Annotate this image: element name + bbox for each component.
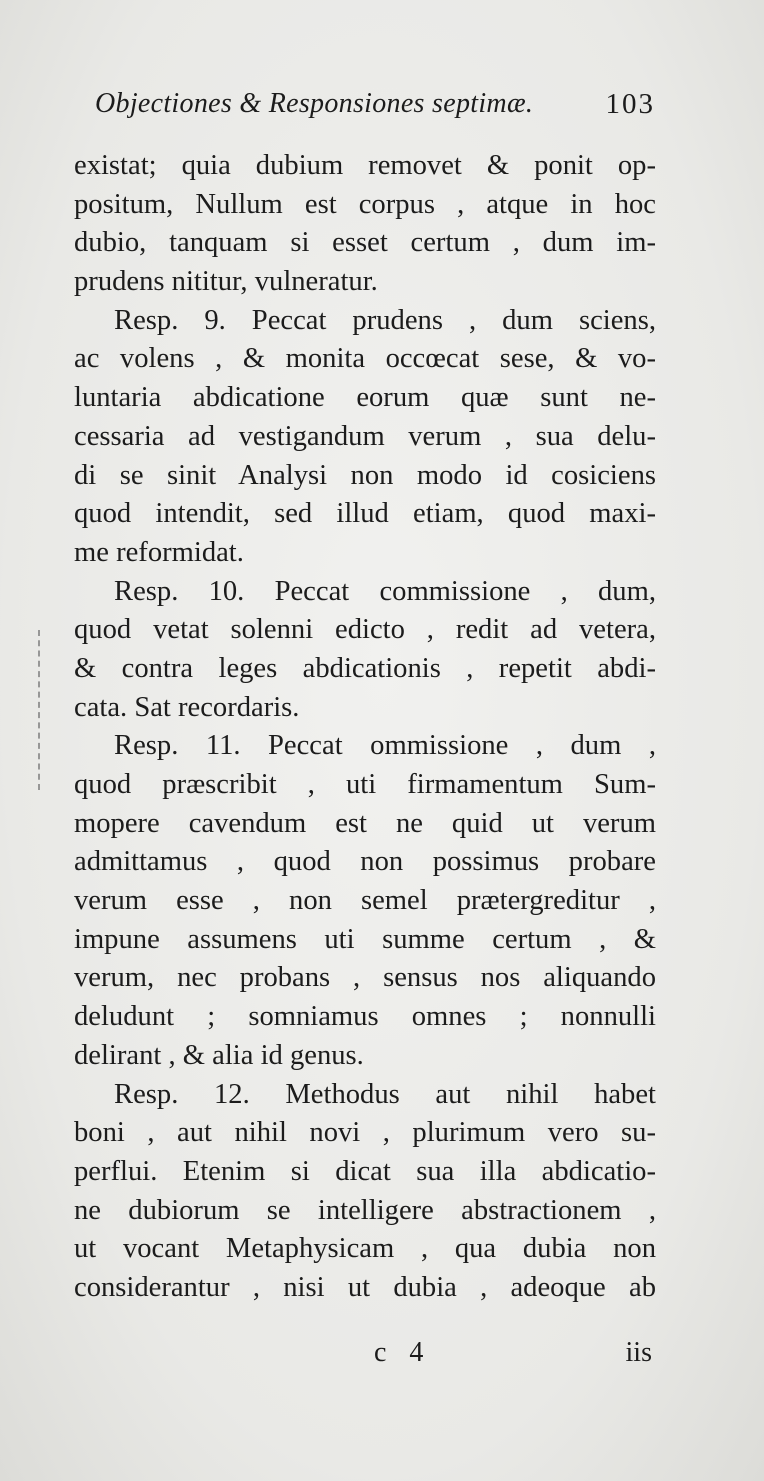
text-line: quod præscribit , uti firmamentum Sum-	[74, 769, 656, 800]
text-line: delirant , & alia id genus.	[74, 1039, 364, 1071]
text-line: perflui. Etenim si dicat sua illa abdicatio-	[74, 1155, 656, 1187]
text-line: admittamus , quod non possimus probare	[74, 846, 656, 878]
text-line: & contra leges abdicationis , repetit abdi-	[74, 652, 656, 684]
text-line: prudens nititur, vulneratur.	[74, 266, 378, 298]
text-line: ut vocant Metaphysicam , qua dubia non	[74, 1233, 656, 1265]
text-line: quod vetat solenni edicto , redit ad vetera,	[74, 614, 656, 646]
body-text	[74, 147, 656, 1308]
page-footer	[74, 1337, 652, 1377]
text-line: boni , aut nihil novi , plurimum vero su-	[74, 1117, 656, 1149]
page-header	[95, 88, 655, 132]
text-line: cata. Sat recordaris.	[74, 691, 300, 723]
signature-mark: c 4	[374, 1337, 432, 1368]
text-line: mopere cavendum est ne quid ut verum	[74, 807, 656, 839]
running-title: Objectiones & Responsiones septimæ.	[95, 88, 534, 119]
text-line: Resp. 11. Peccat ommissione , dum ,	[114, 730, 656, 762]
text-line: cessaria ad vestigandum verum , sua delu-	[74, 420, 656, 452]
text-line: dubio, tanquam si esset certum , dum im-	[74, 227, 656, 259]
text-line: ac volens , & monita occœcat sese, & vo-	[74, 343, 656, 375]
text-line: quod intendit, sed illud etiam, quod maxi-	[74, 498, 656, 530]
text-line: existat; quia dubium removet & ponit op-	[74, 150, 656, 181]
text-line: deludunt ; somniamus omnes ; nonnulli	[74, 1001, 656, 1033]
text-line: luntaria abdicatione eorum quæ sunt ne-	[74, 382, 656, 414]
text-line: verum, nec probans , sensus nos aliquando	[74, 962, 656, 994]
catchword: iis	[625, 1337, 652, 1368]
text-line: considerantur , nisi ut dubia , adeoque ab	[74, 1271, 656, 1303]
text-line: Resp. 9. Peccat prudens , dum sciens,	[114, 304, 656, 336]
margin-marks	[38, 630, 42, 790]
text-line: ne dubiorum se intelligere abstractionem ,	[74, 1194, 656, 1226]
text-line: verum esse , non semel prætergreditur ,	[74, 885, 656, 917]
text-line: me reformidat.	[74, 536, 244, 568]
text-line: impune assumens uti summe certum , &	[74, 923, 656, 955]
page-number: 103	[605, 88, 655, 120]
text-line: positum, Nullum est corpus , atque in hoc	[74, 188, 656, 220]
text-line: Resp. 12. Methodus aut nihil habet	[114, 1078, 656, 1110]
text-line: di se sinit Analysi non modo id cosiciens	[74, 459, 656, 491]
text-line: Resp. 10. Peccat commissione , dum,	[114, 575, 656, 607]
